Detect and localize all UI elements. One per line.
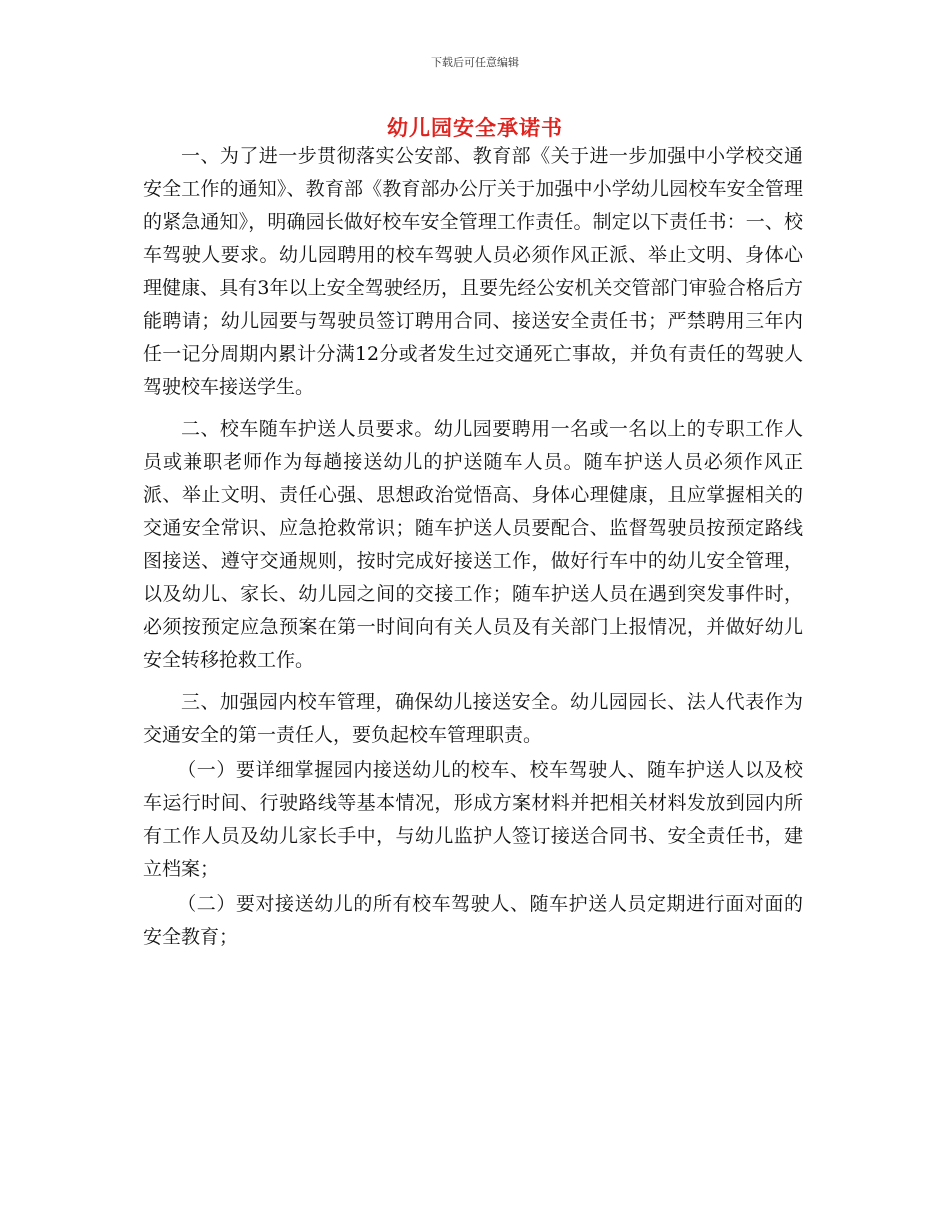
header-note: 下载后可任意编辑 [431, 56, 519, 69]
paragraph-4: （一）要详细掌握园内接送幼儿的校车、校车驾驶人、随车护送人以及校车运行时间、行驶路线等基本情况，形成方案材料并把相关材料发放到园内所有工作人员及幼儿家长手中，与幼儿监护人签订接送合同书、安全责任书，建立档案； [143, 759, 803, 880]
document-body [143, 140, 803, 963]
document-title: 幼儿园安全承诺书 [387, 115, 563, 140]
paragraph-5: （二）要对接送幼儿的所有校车驾驶人、随车护送人员定期进行面对面的安全教育； [143, 893, 803, 948]
paragraph-2: 二、校车随车护送人员要求。幼儿园要聘用一名或一名以上的专职工作人员或兼职老师作为每趟接送幼儿的护送随车人员。随车护送人员必须作风正派、举止文明、责任心强、思想政治觉悟高、身体心理健康，且应掌握相关的交通安全常识、应急抢救常识；随车护送人员要配合、监督驾驶员按预定路线图接送、遵守交通规则，按时完成好接送工作，做好行车中的幼儿安全管理，以及幼儿、家长、幼儿园之间的交接工作；随车护送人员在遇到突发事件时，必须按预定应急预案在第一时间向有关人员及有关部门上报情况，并做好幼儿安全转移抢救工作。 [143, 418, 803, 671]
paragraph-1: 一、为了进一步贯彻落实公安部、教育部《关于进一步加强中小学校交通安全工作的通知》、教育部《教育部办公厅关于加强中小学幼儿园校车安全管理的紧急通知》，明确园长做好校车安全管理工作责任。制定以下责任书：一、校车驾驶人要求。幼儿园聘用的校车驾驶人员必须作风正派、举止文明、身体心理健康、具有3年以上安全驾驶经历，且要先经公安机关交管部门审验合格后方能聘请；幼儿园要与驾驶员签订聘用合同、接送安全责任书；严禁聘用三年内任一记分周期内累计分满12分或者发生过交通死亡事故，并负有责任的驾驶人驾驶校车接送学生。 [143, 145, 803, 398]
paragraph-3: 三、加强园内校车管理，确保幼儿接送安全。幼儿园园长、法人代表作为交通安全的第一责任人，要负起校车管理职责。 [143, 691, 803, 746]
